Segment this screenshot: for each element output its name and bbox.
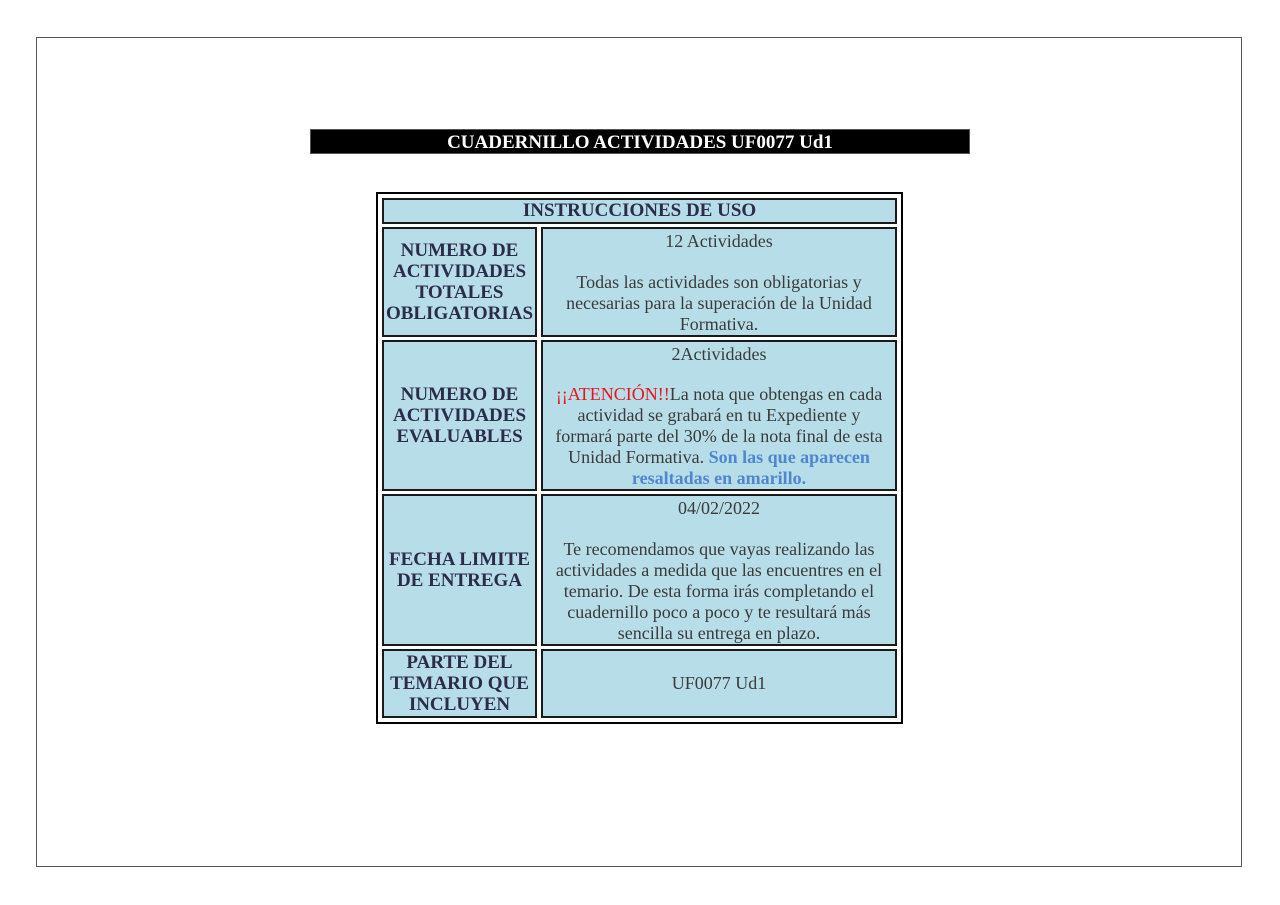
syllabus-part-value: UF0077 Ud1: [671, 673, 767, 693]
row-content-deadline: [541, 494, 897, 646]
row-label-total-activities: NUMERO DE ACTIVIDADES TOTALES OBLIGATORIAS: [382, 227, 537, 337]
deadline-description: Te recomendamos que vayas realizando las actividades a medida que las encuentres en el temario. De esta forma irás completando el cuadernillo poco a poco y te resultará más sencilla su entrega en plazo.: [555, 539, 883, 643]
row-content-syllabus-part: [541, 649, 897, 718]
table-header: INSTRUCCIONES DE USO: [382, 198, 897, 224]
row-content-evaluable-activities: [541, 340, 897, 491]
evaluable-activities-body: La nota que obtengas en cada actividad se grabará en tu Expediente y formará parte del 30% de la nota final de esta Unidad Formativa.: [555, 384, 883, 467]
highlight-note: Son las que aparecen resaltadas en amarillo.: [631, 447, 870, 488]
row-content-total-activities: [541, 227, 897, 337]
deadline-date: 04/02/2022: [677, 498, 760, 518]
total-activities-count: 12 Actividades: [665, 231, 773, 251]
row-label-syllabus-part: PARTE DEL TEMARIO QUE INCLUYEN: [382, 649, 537, 718]
evaluable-activities-count: 2Actividades: [671, 344, 767, 364]
document-title: CUADERNILLO ACTIVIDADES UF0077 Ud1: [310, 129, 970, 154]
row-label-evaluable-activities: NUMERO DE ACTIVIDADES EVALUABLES: [382, 340, 537, 491]
attention-warning: ¡¡ATENCIÓN!!: [555, 384, 670, 404]
total-activities-description: Todas las actividades son obligatorias y necesarias para la superación de la Unidad Formativa.: [566, 272, 872, 334]
evaluable-activities-description: [551, 384, 887, 489]
row-label-deadline: FECHA LIMITE DE ENTREGA: [382, 494, 537, 646]
